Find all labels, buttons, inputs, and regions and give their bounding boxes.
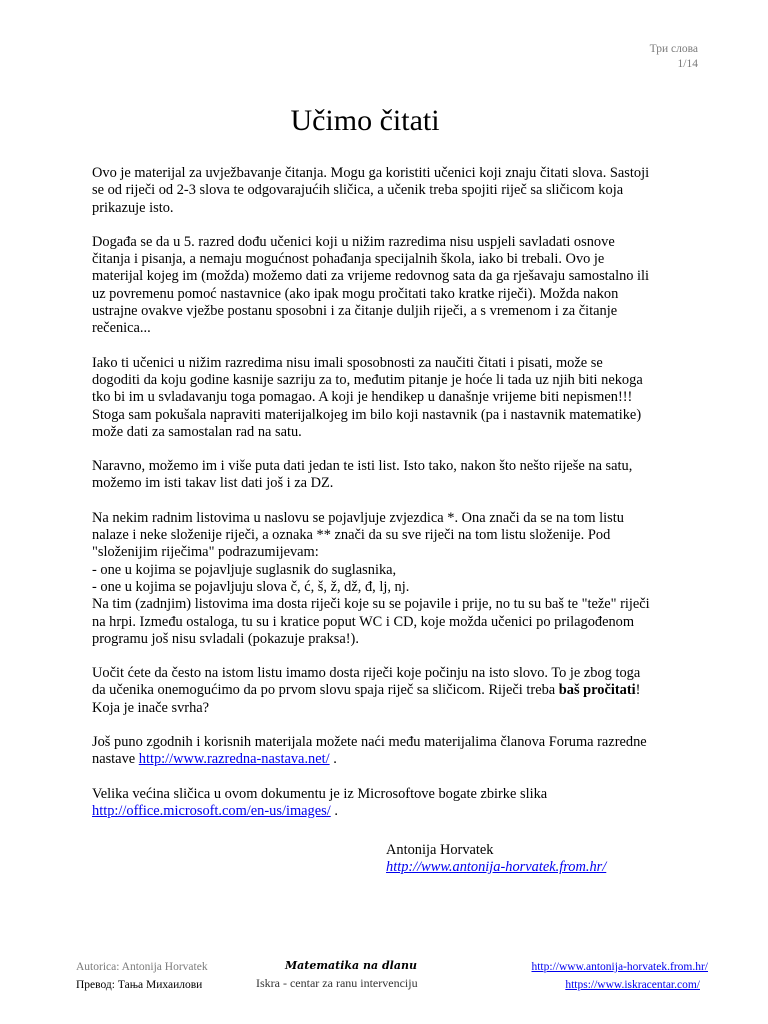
signature	[386, 842, 606, 877]
page-number: 1/14	[677, 58, 698, 70]
paragraph-fifth-grade: Događa se da u 5. razred dođu učenici koji u nižim razredima nisu uspjeli savladati osnove čitanja i pisanja, a nemaju mogućnost pohađanja specijalnih škola, iako bi trebali. Ovo je materijal kojeg im (možda) možemo dati za vrijeme redovnog sata da ga rješavaju samostalno ili uz povremenu pomoć nastavnice (ako ipak mogu pročitati tako kratke riječi). Možda nakon ustrajne ovakve vježbe postanu sposobni i za čitanje duljih riječi, a s vremenom i za čitanje rečenica...	[92, 233, 650, 337]
author-name: Antonija Horvatek	[386, 842, 494, 858]
emphasis-text: baš pročitati	[558, 682, 636, 699]
forum-link[interactable]: http://www.razredna-nastava.net/	[138, 751, 330, 768]
footer-series: Matematika na dlanu	[285, 959, 417, 972]
stars-intro: Na nekim radnim listovima u naslovu se pojavljuje zvjezdica *. Ona znači da se na tom listu nalaze i neke složenije riječi, a oznaka ** znači da su sve riječi na tom listu složenije. Pod "složenijim riječima" podrazumijevam:	[92, 509, 624, 561]
footer-center: Iskra - centar za ranu intervenciju	[256, 976, 418, 990]
paragraph-literacy: Iako ti učenici u nižim razredima nisu imali sposobnosti za naučiti čitati i pisati, može se dogoditi da koju godine kasnije sazriju za to, međutim pitanje je hoće li tada uz njih biti nekoga tko bi im u svladavanju toga pomagao. A koji je hendikep u današnje vrijeme biti nepismen!!! Stoga sam pokušala napraviti materijalkojeg im bilo koji nastavnik (pa i nastavnik matematike) može dati za samostalan rad na satu.	[92, 354, 643, 440]
paragraph-images: Velika većina sličica u ovom dokumentu je iz Microsoftove bogate zbirke slika http://office.microsoft.com/en-us/images/ .	[92, 785, 548, 819]
page-header	[650, 42, 698, 72]
paragraph-repeat: Naravno, možemo im i više puta dati jedan te isti list. Isto tako, nakon što nešto riješe na satu, možemo im isti takav list dati još i za DZ.	[92, 458, 633, 492]
paragraph-first-letter: Uočit ćete da često na istom listu imamo dosta riječi koje počinju na isto slovo. To je zbog toga da učenika onemogućimo da po prvom slovu spaja riječ sa sličicom. Riječi treba baš pročitati! Koja je inače svrha?	[92, 665, 641, 716]
paragraph-stars	[92, 510, 652, 648]
author-website-link[interactable]: http://www.antonija-horvatek.from.hr/	[386, 859, 607, 876]
footer-author: Autorica: Antonija Horvatek	[76, 961, 208, 973]
stars-bullet-1: - one u kojima se pojavljuje suglasnik do suglasnika,	[92, 561, 397, 578]
footer-translation: Превод: Тања Михаилови	[76, 979, 203, 991]
document-body	[92, 165, 652, 837]
stars-outro: Na tim (zadnjim) listovima ima dosta riječi koje su se pojavile i prije, no tu su baš te "teže" riječi na hrpi. Između ostaloga, tu su i kratice poput WC i CD, koje možda učenici po prilagođenom programu još nisu svladali (pokazuje praksa!).	[92, 596, 650, 647]
page-title: Učimo čitati	[290, 104, 440, 137]
paragraph-forum: Još puno zgodnih i korisnih materijala možete naći među materijalima članova Foruma razredne nastave http://www.razredna-nastava.net/ .	[92, 734, 647, 768]
footer-author-link[interactable]: http://www.antonija-horvatek.from.hr/	[531, 961, 708, 973]
stars-bullet-2: - one u kojima se pojavljuju slova č, ć, š, ž, dž, đ, lj, nj.	[92, 578, 410, 595]
footer-center-link[interactable]: https://www.iskracentar.com/	[565, 979, 700, 991]
paragraph-intro: Ovo je materijal za uvježbavanje čitanja. Mogu ga koristiti učenici koji znaju čitati slova. Sastoji se od riječi od 2-3 slova te odgovarajućih sličica, a učenik treba spojiti riječ sa sličicom koja prikazuje isto.	[92, 165, 650, 216]
document-name: Три слова	[649, 43, 698, 55]
microsoft-images-link[interactable]: http://office.microsoft.com/en-us/images/	[92, 802, 331, 819]
